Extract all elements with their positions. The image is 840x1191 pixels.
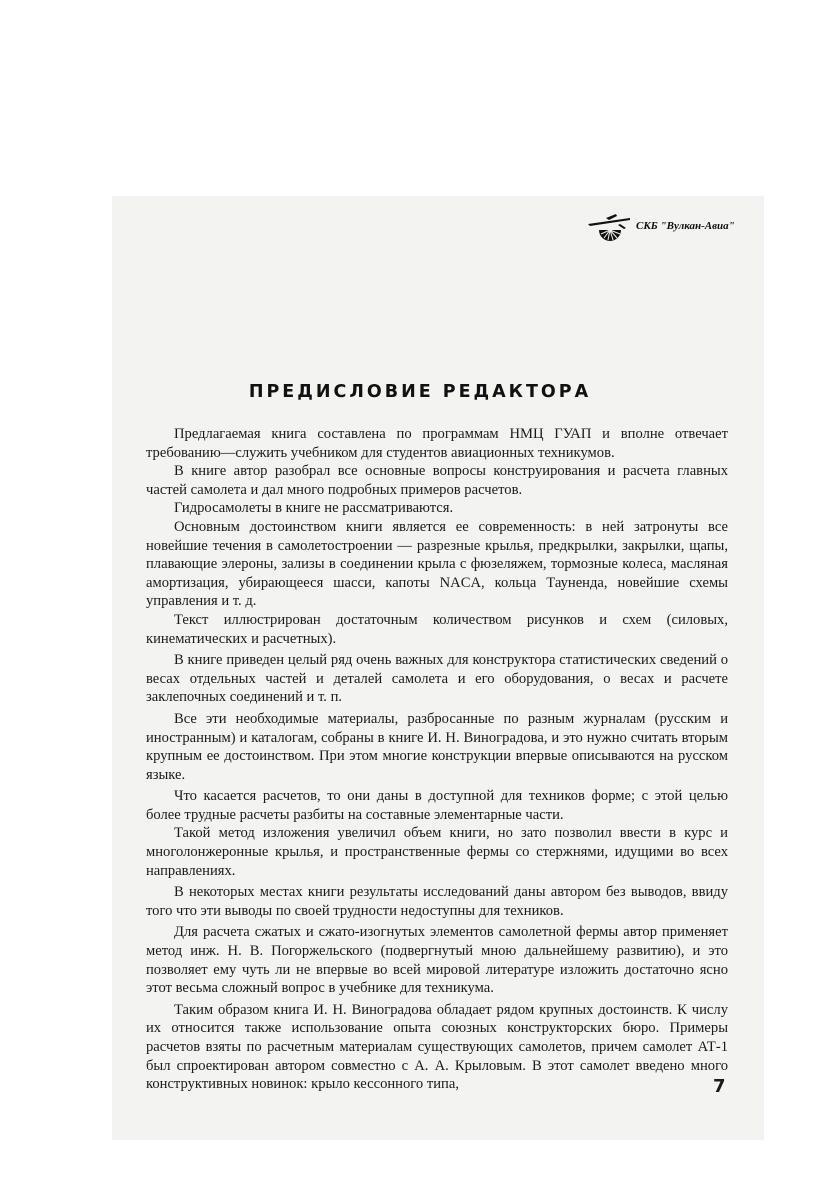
paragraph: Все эти необходимые материалы, разбросанные по разным журналам (русским и иностранным) и каталогам, собраны в книге И. Н. Виноградова, и это нужно считать вторым крупным ее достоинством. При этом многие конструкции впервые описываются на русском языке. xyxy=(146,710,728,783)
paragraph: Для расчета сжатых и сжато-изогнутых элементов самолетной фермы автор применяет метод инж. Н. В. Погоржельского (подвергнутый мною дальнейшему развитию), и это позволяет ему чуть ли не впервые во всей мировой литературе изложить достаточно ясно этот весьма сложный вопрос в учебнике для техникума. xyxy=(146,924,728,997)
publisher-stamp xyxy=(586,210,735,242)
publisher-stamp-text: СКБ "Вулкан-Авиа" xyxy=(636,220,735,232)
paragraph: В некоторых местах книги результаты исследований даны автором без выводов, ввиду того что эти выводы по своей трудности недоступны для техников. xyxy=(146,884,728,919)
paragraph: В книге приведен целый ряд очень важных для конструктора статистических сведений о весах отдельных частей и деталей самолета и его оборудования, о весах и расчете заклепочных соединений и т. п. xyxy=(146,652,728,706)
paragraph: Предлагаемая книга составлена по программам НМЦ ГУАП и вполне отвечает требованию—служить учебником для студентов авиационных техникумов. xyxy=(146,426,728,461)
airplane-fan-logo-icon xyxy=(586,210,632,242)
paragraph: Текст иллюстрирован достаточным количеством рисунков и схем (силовых, кинематических и расчетных). xyxy=(146,611,728,647)
paragraph: Гидросамолеты в книге не рассматриваются. xyxy=(174,500,454,517)
body-text xyxy=(146,425,728,1094)
paragraph: В книге автор разобрал все основные вопросы конструирования и расчета главных частей самолета и дал много подробных примеров расчетов. xyxy=(146,463,728,498)
paragraph: Таким образом книга И. Н. Виноградова обладает рядом крупных достоинств. К числу их относится также использование опыта союзных конструкторских бюро. Примеры расчетов взяты по расчетным материалам существующих самолетов, причем самолет АТ-1 был спроектирован автором совместно с А. А. Крыловым. В этот самолет введено много конструктивных новинок: крыло кессонного типа, xyxy=(146,1001,728,1093)
paragraph: Такой метод изложения увеличил объем книги, но зато позволил ввести в курс и многолонжеронные крылья, и пространственные фермы со стержнями, идущими во всех направлениях. xyxy=(146,825,728,879)
page-number: 7 xyxy=(713,1076,726,1097)
paragraph: Основным достоинством книги является ее современность: в ней затронуты все новейшие течения в самолетостроении — разрезные крылья, предкрылки, закрылки, щапы, плавающие элероны, зализы в соединении крыла с фюзеляжем, тормозные колеса, масляная амортизация, убирающееся шасси, капоты NACA, кольца Тауненда, новейшие схемы управления и т. д. xyxy=(146,518,728,610)
page-title: ПРЕДИСЛОВИЕ РЕДАКТОРА xyxy=(248,382,592,402)
paragraph: Что касается расчетов, то они даны в доступной для техников форме; с этой целью более трудные расчеты разбиты на составные элементарные части. xyxy=(146,788,728,823)
